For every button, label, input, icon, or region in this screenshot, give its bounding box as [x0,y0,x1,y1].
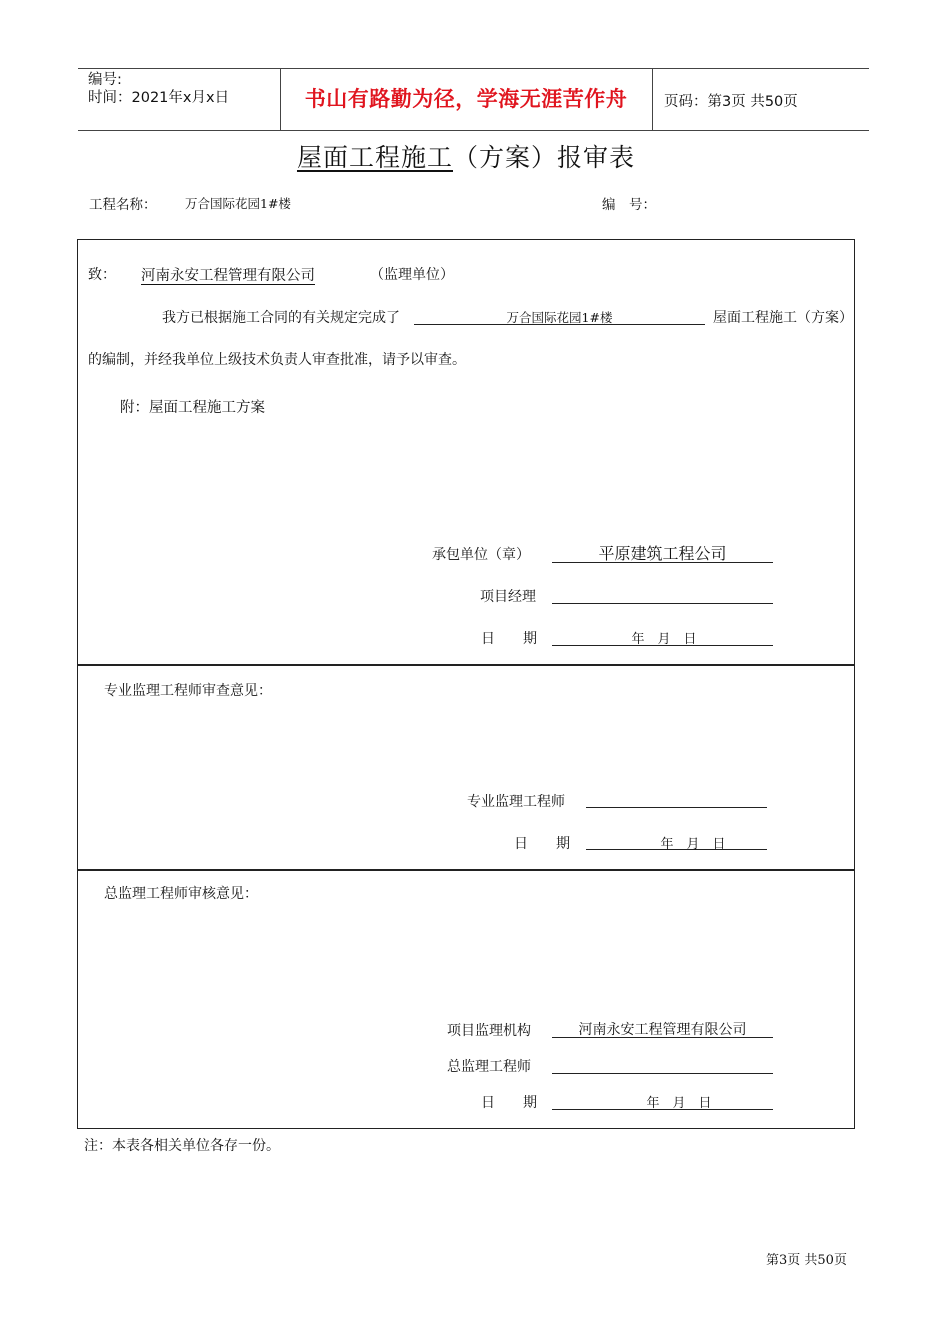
supervisor-name: 河南永安工程管理有限公司 [141,268,315,284]
header-page-info: 页码：第3页 共50页 [664,94,798,110]
supervision-org-label: 项目监理机构 [447,1023,531,1039]
submission-text-prefix: 我方已根据施工合同的有关规定完成了 [162,310,400,326]
supervision-org-stamp: 河南永安工程管理有限公司 [578,1022,747,1038]
form-title [0,138,932,174]
chief-engineer-line [552,1073,773,1074]
header-left [88,71,229,107]
submission-project: 万合国际花园1#楼 [506,310,613,325]
specialist-date-label: 日 期 [514,836,570,852]
project-name-label: 工程名称： [89,197,157,213]
section-divider [78,869,854,871]
project-name-value: 万合国际花园1#楼 [185,196,291,211]
date-value: 年 月 日 [631,632,697,647]
specialist-date-value: 年 月 日 [660,837,726,852]
chief-engineer-label: 总监理工程师 [447,1059,531,1075]
chief-date-value: 年 月 日 [646,1096,712,1111]
chief-review-heading: 总监理工程师审核意见： [104,886,258,902]
supervisor-note: （监理单位） [370,267,454,283]
specialist-review-heading: 专业监理工程师审查意见： [104,683,272,699]
manager-line [552,603,773,604]
page-footer: 第3页 共50页 [766,1253,847,1268]
submission-text-suffix: 屋面工程施工（方案） [713,310,853,326]
header-number-label: 编号: [88,72,122,88]
review-table [77,239,855,1129]
form-number-label: 编 号： [602,197,656,213]
to-label: 致： [88,267,116,283]
date-label: 日 期 [481,631,537,647]
attachment-label: 附：屋面工程施工方案 [120,400,265,416]
document-header [78,68,869,131]
specialist-engineer-line [586,807,767,808]
contractor-label: 承包单位（章） [432,547,530,563]
form-title-underlined: 屋面工程施工 [296,143,453,172]
chief-date-label: 日 期 [481,1095,537,1111]
form-title-rest: （方案）报审表 [453,143,636,172]
section-divider [78,664,854,666]
header-time: 时间：2021年x月x日 [88,90,230,106]
specialist-engineer-label: 专业监理工程师 [467,794,565,810]
header-divider [652,69,653,130]
submission-text-line2: 的编制，并经我单位上级技术负责人审查批准，请予以审查。 [88,352,466,368]
manager-label: 项目经理 [480,589,536,605]
footnote: 注：本表各相关单位各存一份。 [84,1138,280,1154]
contractor-stamp: 平原建筑工程公司 [598,544,727,563]
header-motto: 书山有路勤为径，学海无涯苦作舟 [304,87,628,111]
